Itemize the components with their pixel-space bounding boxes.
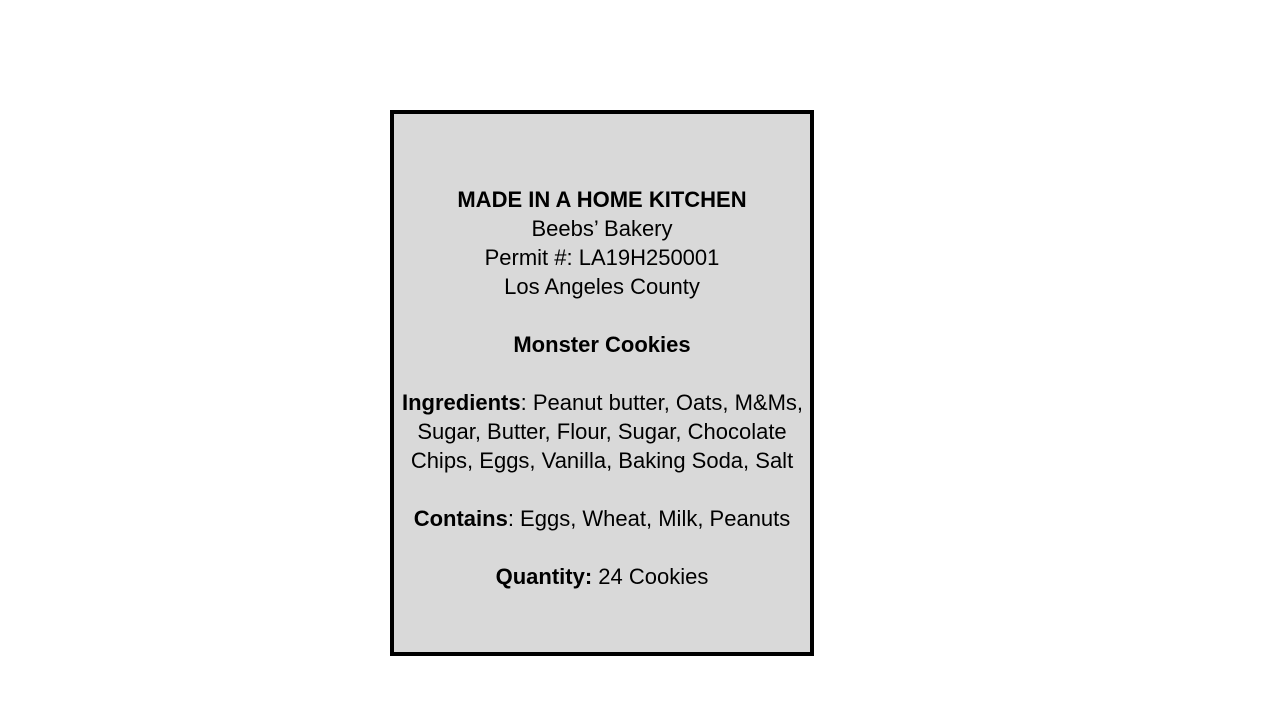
quantity-heading: Quantity:: [495, 564, 593, 589]
business-name: Beebs’ Bakery: [531, 216, 673, 241]
contains-heading: Contains: [413, 506, 508, 531]
ingredients-line-2: Sugar, Butter, Flour, Sugar, Chocolate: [417, 419, 787, 444]
permit-number: Permit #: LA19H250001: [484, 245, 720, 270]
quantity-text: 24 Cookies: [592, 564, 709, 589]
label-content: [394, 185, 810, 591]
contains-text: : Eggs, Wheat, Milk, Peanuts: [507, 506, 791, 531]
ingredients-heading: Ingredients: [402, 390, 521, 415]
ingredients-text-1: Peanut butter, Oats, M&Ms,: [526, 390, 804, 415]
spacer: [394, 301, 810, 330]
spacer: [394, 359, 810, 388]
label-header: MADE IN A HOME KITCHEN: [457, 187, 747, 212]
quantity-line: [394, 562, 810, 591]
county: Los Angeles County: [504, 274, 700, 299]
ingredients-section: [394, 388, 810, 475]
ingredients-separator: :: [520, 390, 527, 415]
spacer: [394, 475, 810, 504]
ingredients-line-3: Chips, Eggs, Vanilla, Baking Soda, Salt: [410, 448, 794, 473]
spacer: [394, 533, 810, 562]
food-label: [390, 110, 814, 656]
ingredients-line-1: [402, 388, 802, 417]
contains-line: [394, 504, 810, 533]
product-name: Monster Cookies: [513, 332, 691, 357]
